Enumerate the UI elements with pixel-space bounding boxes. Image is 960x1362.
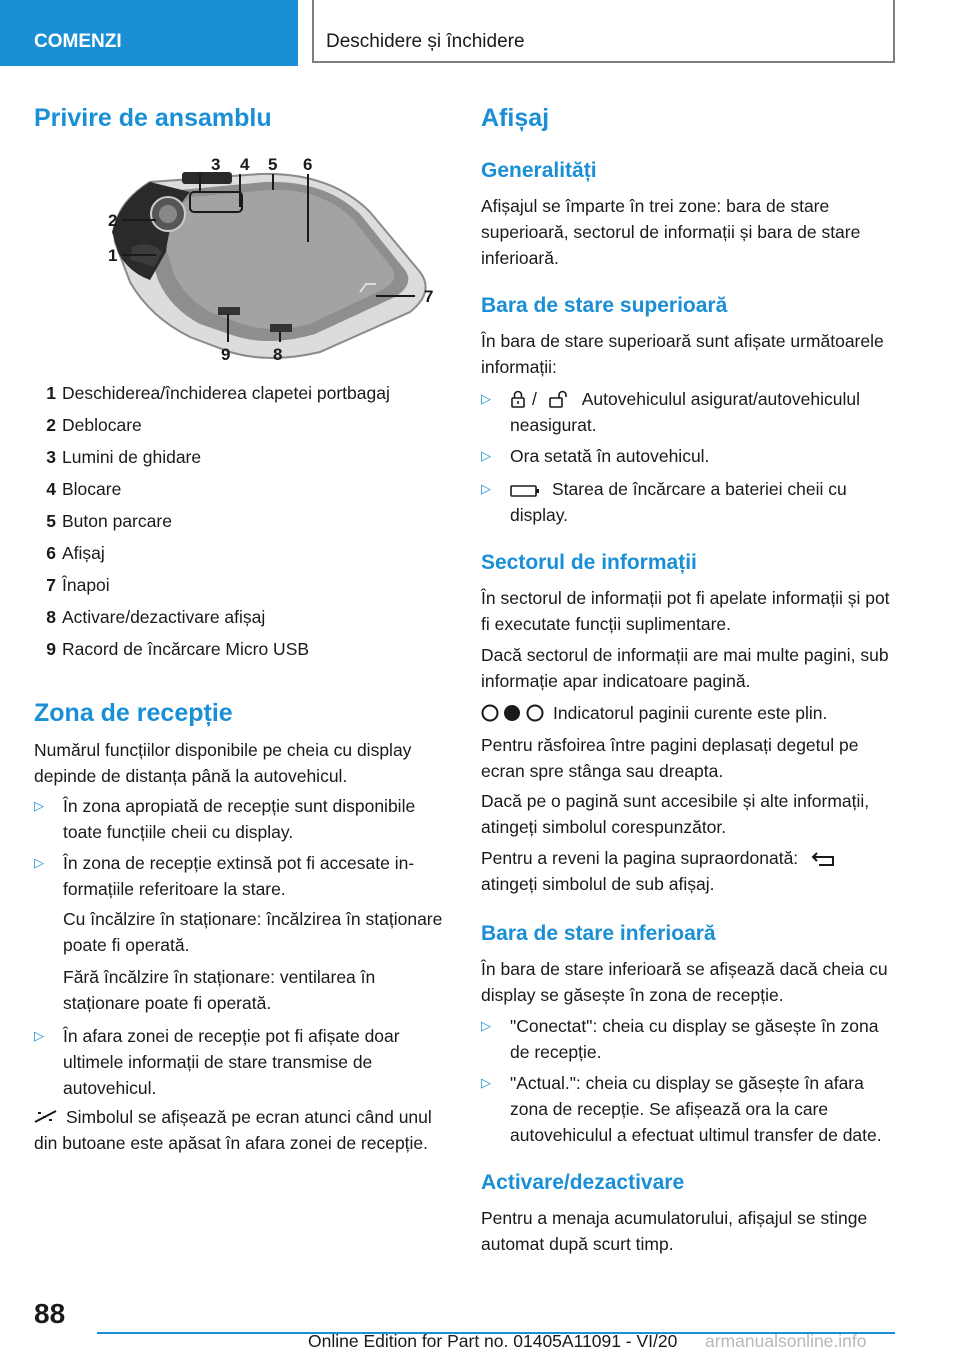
callout-1: 1: [108, 246, 118, 265]
info-sector-heading: Sectorul de informații: [481, 551, 697, 574]
overview-heading: Privire de ansamblu: [34, 104, 272, 132]
bullet-triangle-icon: ▷: [34, 855, 44, 870]
callout-9: 9: [221, 345, 231, 364]
watermark: armanualsonline.info: [705, 1331, 867, 1351]
bottom-bar-heading: Bara de stare inferioară: [481, 922, 716, 945]
reception-zone-heading: Zona de recepție: [34, 699, 233, 727]
reception-bullet-2-note-1: Cu încălzire în staționare: încălzirea în staționare poate fi operată.: [63, 909, 443, 955]
info-text-3: Indicatorul paginii curente este plin.: [553, 703, 828, 723]
activation-text: Pentru a menaja acumulatorului, afișajul se stinge automat după scurt timp.: [481, 1208, 868, 1254]
bullet-triangle-icon: ▷: [481, 1018, 491, 1033]
section-tab: COMENZI: [0, 0, 298, 66]
bullet-triangle-icon: ▷: [481, 391, 491, 406]
top-bar-heading: Bara de stare superioară: [481, 294, 728, 317]
page-indicator-icon: [481, 703, 547, 723]
general-heading: Generalități: [481, 159, 597, 182]
reception-intro: Numărul funcțiilor disponibile pe cheia cu display depinde de distanța până la autovehicul.: [34, 740, 412, 786]
display-heading: Afișaj: [481, 104, 550, 132]
callout-3: 3: [211, 155, 221, 174]
page-number: 88: [34, 1298, 66, 1329]
key-illustration: [70, 152, 450, 367]
bullet-triangle-icon: ▷: [481, 481, 491, 496]
bullet-triangle-icon: ▷: [34, 1028, 44, 1043]
reception-note: Simbolul se afișează pe ecran atunci când unul din butoane este apăsat în afara zonei de recepție.: [34, 1107, 432, 1153]
bullet-triangle-icon: ▷: [481, 1075, 491, 1090]
info-text-1: În sectorul de informații pot fi apelate informații și pot fi executate funcții suplimentare.: [481, 588, 890, 634]
info-text-7: atingeți simbolul de sub afișaj.: [481, 874, 715, 894]
callout-8: 8: [273, 345, 283, 364]
battery-icon: [510, 484, 540, 498]
reception-bullet-2-note-2: Fără încălzire în staționare: ventilarea în staționare poate fi operată.: [63, 967, 376, 1013]
callout-7: 7: [424, 287, 434, 306]
lock-closed-icon: [510, 390, 526, 408]
lock-open-icon: [548, 390, 572, 408]
info-text-5: Dacă pe o pagină sunt accesibile și alte informații, atingeți simbolul corespunzător.: [481, 791, 870, 837]
general-text: Afișajul se împarte în trei zone: bara de stare superioară, sectorul de informații și bara de stare inferioară.: [481, 196, 861, 268]
lock-separator: /: [532, 389, 537, 409]
callout-5: 5: [268, 155, 278, 174]
bullet-triangle-icon: ▷: [481, 448, 491, 463]
bullet-triangle-icon: ▷: [34, 798, 44, 813]
info-text-2: Dacă sectorul de informații are mai multe pagini, sub informație apar indicatoare pagină.: [481, 645, 889, 691]
edition-text: Online Edition for Part no. 01405A11091 - VI/20: [308, 1331, 678, 1351]
out-of-range-icon: [34, 1109, 60, 1125]
info-text-6: Pentru a reveni la pagina supraordonată:: [481, 845, 895, 871]
back-arrow-icon: [811, 851, 837, 867]
chapter-title: Deschidere și închidere: [312, 0, 895, 63]
callout-6: 6: [303, 155, 313, 174]
info-text-4: Pentru răsfoirea între pagini deplasați degetul pe ecran spre stânga sau dreapta.: [481, 735, 859, 781]
top-bar-text: În bara de stare superioară sunt afișate următoarele informații:: [481, 331, 884, 377]
activation-heading: Activare/dezactivare: [481, 1171, 685, 1194]
callout-2: 2: [108, 211, 118, 230]
bottom-bar-text: În bara de stare inferioară se afișează dacă cheia cu display se găsește în zona de recepție.: [481, 959, 888, 1005]
callout-4: 4: [240, 155, 250, 174]
